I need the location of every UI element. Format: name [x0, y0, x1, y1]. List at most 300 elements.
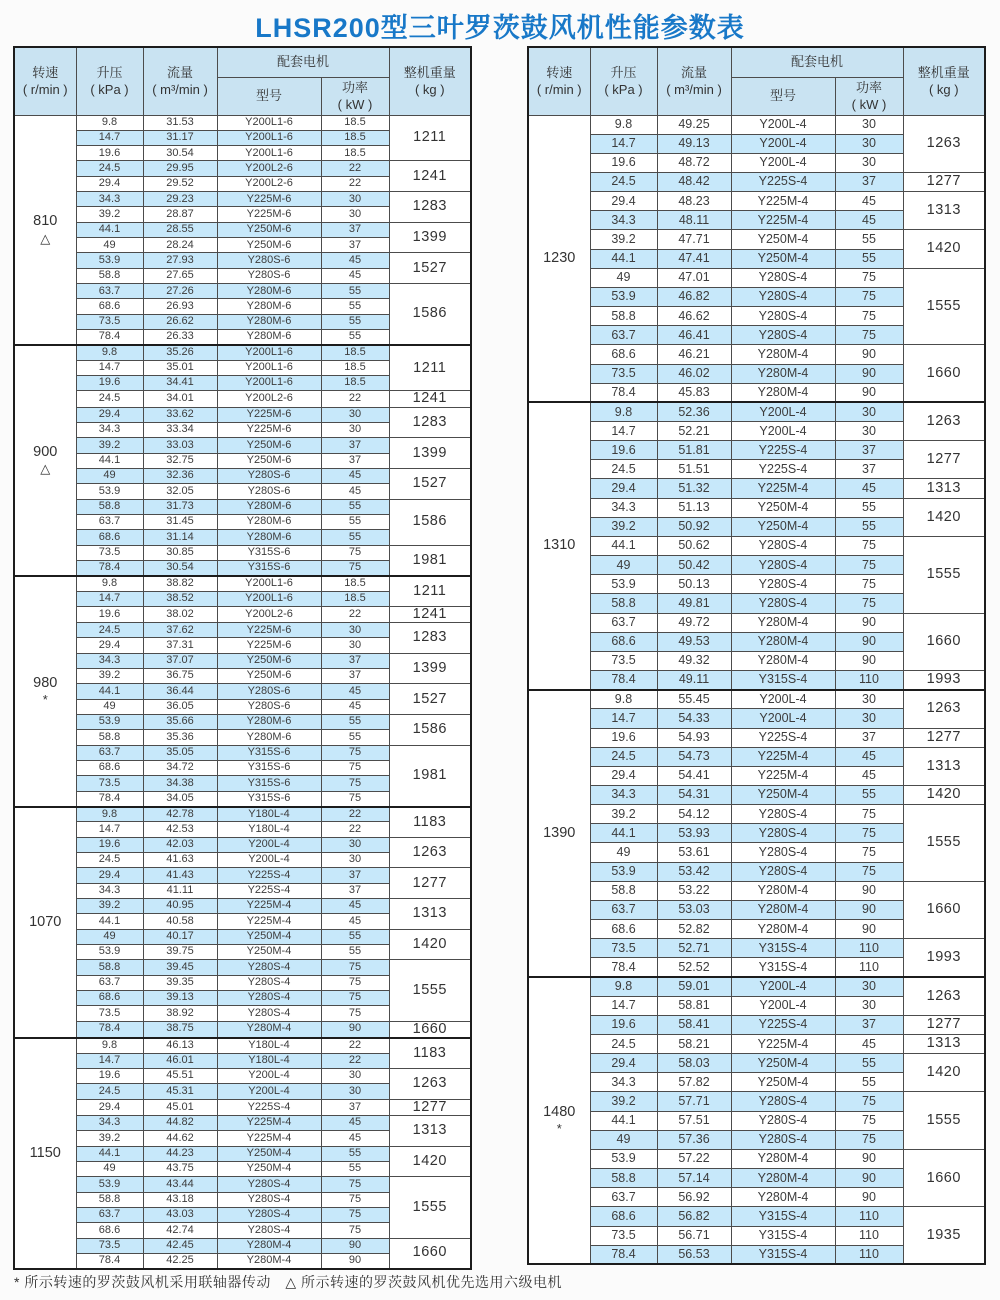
power-cell: 18.5 — [321, 115, 389, 130]
table-row — [14, 468, 471, 483]
model-cell: Y280S-4 — [731, 594, 835, 613]
table-row — [528, 805, 985, 824]
pressure-cell: 9.8 — [590, 977, 657, 996]
flow-cell: 53.93 — [657, 824, 731, 843]
table-row — [528, 1092, 985, 1111]
table-row — [14, 253, 471, 268]
flow-cell: 30.54 — [143, 560, 217, 575]
speed-cell — [14, 576, 76, 807]
flow-cell: 57.82 — [657, 1073, 731, 1092]
flow-cell: 28.24 — [143, 238, 217, 253]
table-row — [14, 1099, 471, 1115]
speed-mark: * — [556, 1121, 562, 1137]
flow-cell: 54.73 — [657, 747, 731, 766]
flow-cell: 47.01 — [657, 268, 731, 287]
pressure-cell: 49 — [76, 468, 143, 483]
flow-cell: 32.05 — [143, 484, 217, 499]
pressure-cell: 14.7 — [590, 422, 657, 441]
model-cell: Y280M-4 — [731, 364, 835, 383]
flow-cell: 58.81 — [657, 996, 731, 1015]
model-cell: Y200L-4 — [731, 115, 835, 134]
pressure-cell: 53.9 — [76, 715, 143, 730]
power-cell: 90 — [835, 632, 903, 651]
speed-value: 1070 — [29, 913, 62, 930]
power-cell: 90 — [835, 1188, 903, 1207]
weight-cell: 1399 — [389, 222, 471, 253]
flow-cell: 53.42 — [657, 862, 731, 881]
flow-cell: 54.12 — [657, 805, 731, 824]
power-cell: 90 — [835, 651, 903, 670]
pressure-cell: 34.3 — [76, 653, 143, 668]
weight-cell: 1586 — [389, 284, 471, 345]
weight-cell: 1313 — [903, 479, 985, 498]
flow-cell: 42.78 — [143, 807, 217, 822]
pressure-cell: 9.8 — [590, 402, 657, 421]
model-cell: Y200L-4 — [731, 977, 835, 996]
power-cell: 30 — [321, 407, 389, 422]
speed-cell — [528, 115, 590, 402]
pressure-cell: 34.3 — [76, 883, 143, 898]
table-row — [14, 868, 471, 883]
flow-cell: 55.45 — [657, 690, 731, 709]
pressure-cell: 58.8 — [76, 730, 143, 745]
pressure-cell: 73.5 — [76, 1006, 143, 1021]
pressure-cell: 58.8 — [76, 960, 143, 975]
model-cell: Y280S-4 — [217, 1192, 321, 1207]
weight-cell: 1660 — [389, 1238, 471, 1269]
pressure-cell: 73.5 — [76, 314, 143, 329]
weight-cell: 1555 — [903, 1092, 985, 1149]
power-cell: 55 — [835, 1073, 903, 1092]
model-cell: Y200L-4 — [217, 853, 321, 868]
power-cell: 55 — [321, 1146, 389, 1161]
flow-cell: 34.38 — [143, 776, 217, 791]
model-cell: Y200L-4 — [731, 996, 835, 1015]
pressure-cell: 44.1 — [590, 1111, 657, 1130]
power-cell: 45 — [835, 211, 903, 230]
model-cell: Y280S-4 — [217, 990, 321, 1005]
pressure-cell: 29.4 — [76, 407, 143, 422]
power-cell: 75 — [835, 307, 903, 326]
power-cell: 30 — [835, 153, 903, 172]
model-cell: Y280M-4 — [731, 651, 835, 670]
model-cell: Y280S-4 — [731, 824, 835, 843]
model-cell: Y250M-6 — [217, 238, 321, 253]
pressure-cell: 44.1 — [590, 249, 657, 268]
pressure-cell: 9.8 — [590, 690, 657, 709]
flow-cell: 46.02 — [657, 364, 731, 383]
header-weight: 整机重量 ( kg ) — [389, 47, 471, 115]
power-cell: 75 — [321, 1177, 389, 1192]
table-row — [14, 576, 471, 591]
pressure-cell: 78.4 — [76, 791, 143, 806]
weight-cell: 1283 — [389, 623, 471, 654]
power-cell: 90 — [835, 345, 903, 364]
pressure-cell: 58.8 — [590, 307, 657, 326]
speed-mark: * — [42, 691, 48, 707]
table-row — [528, 690, 985, 709]
pressure-cell: 19.6 — [76, 606, 143, 622]
model-cell: Y200L1-6 — [217, 591, 321, 606]
table-row — [528, 939, 985, 958]
table-row — [14, 161, 471, 176]
footnote: * 所示转速的罗茨鼓风机采用联轴器传动 △ 所示转速的罗茨鼓风机优先选用六级电机 — [14, 1274, 562, 1290]
model-cell: Y225M-4 — [731, 192, 835, 211]
pressure-cell: 68.6 — [76, 530, 143, 545]
model-cell: Y280S-4 — [731, 307, 835, 326]
flow-cell: 49.11 — [657, 671, 731, 690]
table-row — [528, 268, 985, 287]
flow-cell: 57.36 — [657, 1130, 731, 1149]
header-speed: 转速 ( r/min ) — [528, 47, 590, 115]
flow-cell: 31.14 — [143, 530, 217, 545]
pressure-cell: 14.7 — [76, 591, 143, 606]
model-cell: Y280M-4 — [731, 383, 835, 402]
power-cell: 45 — [321, 699, 389, 714]
model-cell: Y225S-4 — [731, 172, 835, 191]
model-cell: Y250M-6 — [217, 222, 321, 237]
power-cell: 75 — [835, 1092, 903, 1111]
table-row — [528, 230, 985, 249]
model-cell: Y280M-6 — [217, 730, 321, 745]
model-cell: Y180L-4 — [217, 822, 321, 837]
model-cell: Y280M-6 — [217, 715, 321, 730]
power-cell: 75 — [835, 1111, 903, 1130]
flow-cell: 40.58 — [143, 914, 217, 929]
flow-cell: 31.53 — [143, 115, 217, 130]
power-cell: 37 — [321, 453, 389, 468]
flow-cell: 56.82 — [657, 1207, 731, 1226]
pressure-cell: 24.5 — [76, 391, 143, 407]
weight-cell: 1211 — [389, 115, 471, 161]
pressure-cell: 53.9 — [590, 287, 657, 306]
model-cell: Y225M-4 — [217, 1115, 321, 1130]
table-row — [14, 407, 471, 422]
flow-cell: 35.05 — [143, 745, 217, 760]
model-cell: Y280S-6 — [217, 253, 321, 268]
power-cell: 75 — [321, 960, 389, 975]
weight-cell: 1420 — [903, 230, 985, 268]
model-cell: Y200L1-6 — [217, 360, 321, 375]
flow-cell: 45.83 — [657, 383, 731, 402]
pressure-cell: 29.4 — [76, 868, 143, 883]
power-cell: 90 — [835, 1169, 903, 1188]
model-cell: Y315S-6 — [217, 545, 321, 560]
flow-cell: 33.34 — [143, 422, 217, 437]
pressure-cell: 68.6 — [590, 632, 657, 651]
model-cell: Y225M-6 — [217, 623, 321, 638]
flow-cell: 51.51 — [657, 460, 731, 479]
speed-value: 810 — [33, 213, 58, 230]
power-cell: 30 — [321, 207, 389, 222]
speed-value: 1230 — [543, 249, 576, 266]
model-cell: Y315S-4 — [731, 671, 835, 690]
power-cell: 75 — [321, 990, 389, 1005]
pressure-cell: 58.8 — [76, 499, 143, 514]
header-motor: 配套电机 — [217, 47, 389, 77]
weight-cell: 1555 — [389, 960, 471, 1021]
power-cell: 55 — [321, 284, 389, 299]
model-cell: Y250M-4 — [731, 230, 835, 249]
flow-cell: 53.03 — [657, 900, 731, 919]
model-cell: Y200L-4 — [731, 402, 835, 421]
weight-cell: 1263 — [903, 115, 985, 172]
pressure-cell: 49 — [76, 238, 143, 253]
model-cell: Y280S-4 — [731, 268, 835, 287]
model-cell: Y225M-4 — [731, 766, 835, 785]
table-row — [528, 498, 985, 517]
power-cell: 75 — [321, 791, 389, 806]
model-cell: Y225S-4 — [731, 460, 835, 479]
model-cell: Y225S-4 — [217, 883, 321, 898]
weight-cell: 1555 — [903, 268, 985, 345]
pressure-cell: 39.2 — [590, 805, 657, 824]
model-cell: Y200L1-6 — [217, 376, 321, 391]
pressure-cell: 19.6 — [76, 376, 143, 391]
pressure-cell: 53.9 — [76, 1177, 143, 1192]
model-cell: Y200L2-6 — [217, 161, 321, 176]
page-title: LHSR200型三叶罗茨鼓风机性能参数表 — [255, 13, 745, 43]
pressure-cell: 24.5 — [590, 172, 657, 191]
flow-cell: 39.75 — [143, 945, 217, 960]
pressure-cell: 34.3 — [590, 785, 657, 804]
power-cell: 55 — [321, 314, 389, 329]
pressure-cell: 68.6 — [76, 761, 143, 776]
flow-cell: 26.93 — [143, 299, 217, 314]
power-cell: 45 — [321, 484, 389, 499]
model-cell: Y315S-6 — [217, 745, 321, 760]
flow-cell: 30.85 — [143, 545, 217, 560]
power-cell: 75 — [835, 575, 903, 594]
flow-cell: 58.21 — [657, 1035, 731, 1054]
power-cell: 45 — [321, 914, 389, 929]
model-cell: Y225S-4 — [731, 1015, 835, 1034]
pressure-cell: 39.2 — [76, 207, 143, 222]
table-row — [14, 1146, 471, 1161]
power-cell: 75 — [835, 536, 903, 555]
pressure-cell: 58.8 — [76, 1192, 143, 1207]
pressure-cell: 14.7 — [76, 130, 143, 145]
model-cell: Y225M-4 — [731, 1035, 835, 1054]
weight-cell: 1420 — [389, 1146, 471, 1177]
model-cell: Y280S-4 — [731, 1092, 835, 1111]
table-row — [14, 115, 471, 130]
power-cell: 55 — [321, 730, 389, 745]
pressure-cell: 24.5 — [590, 1035, 657, 1054]
pressure-cell: 34.3 — [76, 192, 143, 207]
table-row — [528, 1054, 985, 1073]
model-cell: Y280S-6 — [217, 268, 321, 283]
power-cell: 18.5 — [321, 591, 389, 606]
flow-cell: 57.71 — [657, 1092, 731, 1111]
power-cell: 45 — [321, 468, 389, 483]
flow-cell: 48.23 — [657, 192, 731, 211]
flow-cell: 50.42 — [657, 556, 731, 575]
flow-cell: 36.05 — [143, 699, 217, 714]
model-cell: Y280S-6 — [217, 699, 321, 714]
power-cell: 30 — [835, 115, 903, 134]
table-row — [14, 653, 471, 668]
pressure-cell: 53.9 — [76, 945, 143, 960]
pressure-cell: 24.5 — [590, 747, 657, 766]
speed-cell — [528, 402, 590, 689]
power-cell: 22 — [321, 1038, 389, 1053]
model-cell: Y250M-6 — [217, 453, 321, 468]
flow-cell: 34.05 — [143, 791, 217, 806]
pressure-cell: 73.5 — [76, 545, 143, 560]
flow-cell: 54.93 — [657, 728, 731, 747]
weight-cell: 1277 — [389, 1099, 471, 1115]
power-cell: 75 — [321, 560, 389, 575]
flow-cell: 32.36 — [143, 468, 217, 483]
power-cell: 55 — [321, 715, 389, 730]
model-cell: Y280S-6 — [217, 684, 321, 699]
power-cell: 55 — [835, 517, 903, 536]
power-cell: 45 — [321, 268, 389, 283]
flow-cell: 29.23 — [143, 192, 217, 207]
model-cell: Y280S-4 — [731, 556, 835, 575]
weight-cell: 1527 — [389, 468, 471, 499]
model-cell: Y280S-4 — [731, 326, 835, 345]
power-cell: 22 — [321, 822, 389, 837]
pressure-cell: 9.8 — [76, 345, 143, 360]
flow-cell: 28.87 — [143, 207, 217, 222]
table-row — [14, 391, 471, 407]
model-cell: Y315S-4 — [731, 1207, 835, 1226]
pressure-cell: 53.9 — [590, 862, 657, 881]
flow-cell: 34.72 — [143, 761, 217, 776]
table-row — [528, 441, 985, 460]
speed-mark: △ — [40, 230, 51, 246]
power-cell: 75 — [835, 862, 903, 881]
pressure-cell: 78.4 — [590, 671, 657, 690]
table-row — [14, 499, 471, 514]
speed-value: 1150 — [29, 1144, 61, 1161]
model-cell: Y280S-4 — [731, 843, 835, 862]
pressure-cell: 49 — [76, 929, 143, 944]
pressure-cell: 19.6 — [76, 146, 143, 161]
power-cell: 55 — [321, 945, 389, 960]
model-cell: Y315S-6 — [217, 791, 321, 806]
power-cell: 75 — [321, 1223, 389, 1238]
header-speed: 转速 ( r/min ) — [14, 47, 76, 115]
table-row — [528, 115, 985, 134]
model-cell: Y280S-4 — [731, 805, 835, 824]
model-cell: Y250M-4 — [217, 945, 321, 960]
pressure-cell: 9.8 — [76, 1038, 143, 1053]
weight-cell: 1555 — [903, 536, 985, 613]
power-cell: 30 — [835, 996, 903, 1015]
pressure-cell: 29.4 — [76, 638, 143, 653]
flow-cell: 41.63 — [143, 853, 217, 868]
flow-cell: 31.17 — [143, 130, 217, 145]
speed-value: 1390 — [543, 824, 576, 841]
flow-cell: 49.13 — [657, 134, 731, 153]
power-cell: 30 — [835, 422, 903, 441]
power-cell: 55 — [835, 498, 903, 517]
power-cell: 55 — [321, 929, 389, 944]
table-row — [14, 222, 471, 237]
weight-cell: 1660 — [389, 1021, 471, 1038]
table-row — [14, 1069, 471, 1084]
header-pressure: 升压 ( kPa ) — [590, 47, 657, 115]
table-row — [528, 613, 985, 632]
pressure-cell: 29.4 — [590, 192, 657, 211]
flow-cell: 39.35 — [143, 975, 217, 990]
pressure-cell: 24.5 — [76, 161, 143, 176]
power-cell: 75 — [835, 556, 903, 575]
power-cell: 45 — [835, 766, 903, 785]
power-cell: 22 — [321, 1053, 389, 1068]
pressure-cell: 58.8 — [76, 268, 143, 283]
weight-cell: 1993 — [903, 671, 985, 690]
table-row — [528, 671, 985, 690]
weight-cell: 1183 — [389, 1038, 471, 1069]
power-cell: 90 — [321, 1238, 389, 1253]
model-cell: Y200L-4 — [731, 153, 835, 172]
table-row — [528, 402, 985, 421]
pressure-cell: 34.3 — [76, 1115, 143, 1130]
pressure-cell: 44.1 — [590, 824, 657, 843]
speed-value: 1310 — [543, 537, 576, 554]
power-cell: 75 — [835, 287, 903, 306]
flow-cell: 34.41 — [143, 376, 217, 391]
weight-cell: 1313 — [389, 1115, 471, 1146]
pressure-cell: 39.2 — [590, 1092, 657, 1111]
pressure-cell: 44.1 — [76, 1146, 143, 1161]
table-row — [528, 977, 985, 996]
pressure-cell: 34.3 — [76, 422, 143, 437]
flow-cell: 45.01 — [143, 1099, 217, 1115]
model-cell: Y280S-4 — [217, 1177, 321, 1192]
weight-cell: 1263 — [903, 690, 985, 728]
model-cell: Y280S-4 — [217, 1207, 321, 1222]
model-cell: Y200L-4 — [217, 1069, 321, 1084]
power-cell: 75 — [321, 1192, 389, 1207]
pressure-cell: 63.7 — [590, 1188, 657, 1207]
model-cell: Y315S-6 — [217, 560, 321, 575]
weight-cell: 1420 — [903, 1054, 985, 1092]
power-cell: 75 — [321, 1207, 389, 1222]
power-cell: 75 — [321, 975, 389, 990]
flow-cell: 52.52 — [657, 958, 731, 977]
power-cell: 90 — [321, 1021, 389, 1038]
pressure-cell: 78.4 — [76, 560, 143, 575]
model-cell: Y200L-4 — [731, 134, 835, 153]
power-cell: 90 — [835, 364, 903, 383]
model-cell: Y180L-4 — [217, 807, 321, 822]
flow-cell: 49.32 — [657, 651, 731, 670]
power-cell: 55 — [321, 299, 389, 314]
table-row — [14, 715, 471, 730]
flow-cell: 38.52 — [143, 591, 217, 606]
flow-cell: 36.44 — [143, 684, 217, 699]
flow-cell: 37.07 — [143, 653, 217, 668]
flow-cell: 58.41 — [657, 1015, 731, 1034]
left-performance-table — [13, 46, 472, 1270]
model-cell: Y200L1-6 — [217, 576, 321, 591]
flow-cell: 38.75 — [143, 1021, 217, 1038]
power-cell: 37 — [835, 441, 903, 460]
table-row — [14, 284, 471, 299]
pressure-cell: 39.2 — [590, 517, 657, 536]
flow-cell: 40.17 — [143, 929, 217, 944]
model-cell: Y200L-4 — [217, 1084, 321, 1099]
power-cell: 30 — [321, 853, 389, 868]
model-cell: Y280M-4 — [731, 345, 835, 364]
flow-cell: 36.75 — [143, 669, 217, 684]
flow-cell: 47.41 — [657, 249, 731, 268]
